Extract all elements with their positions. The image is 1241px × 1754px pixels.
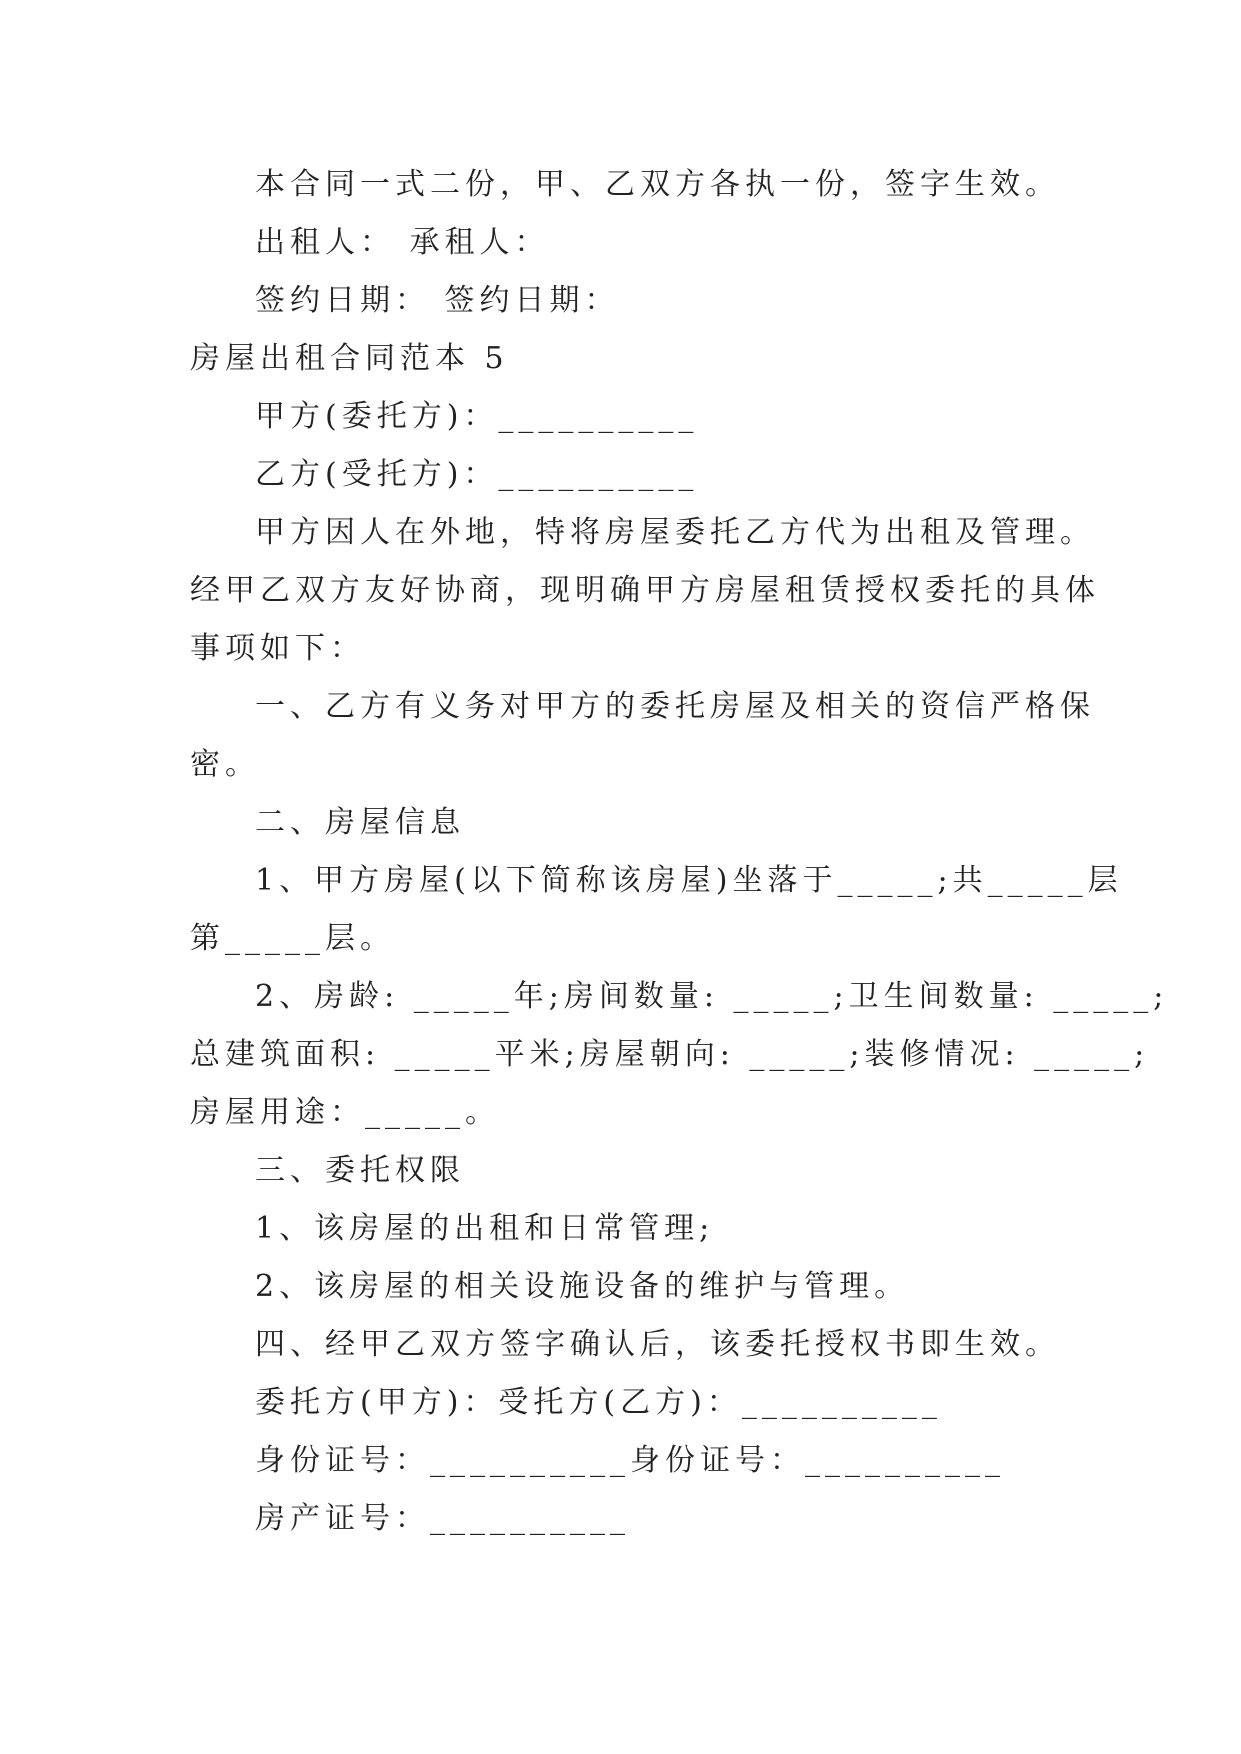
house-location-cont: 第_____层。 (190, 921, 395, 956)
paragraph-entrust-end: 事项如下： (190, 631, 365, 666)
signature-parties: 委托方(甲方)：受托方(乙方)：__________ (255, 1385, 942, 1420)
authority-2: 2、该房屋的相关设施设备的维护与管理。 (255, 1269, 910, 1304)
property-cert-number: 房产证号：__________ (255, 1501, 630, 1536)
clause-1: 一、乙方有义务对甲方的委托房屋及相关的资信严格保 (255, 689, 1095, 724)
section-title: 房屋出租合同范本 5 (190, 341, 509, 376)
clause-4: 四、经甲乙双方签字确认后，该委托授权书即生效。 (255, 1327, 1060, 1362)
paragraph-copies: 本合同一式二份，甲、乙双方各执一份，签字生效。 (255, 167, 1060, 202)
paragraph-entrust-cont: 经甲乙双方友好协商，现明确甲方房屋租赁授权委托的具体 (190, 573, 1100, 608)
house-location: 1、甲方房屋(以下简称该房屋)坐落于_____;共_____层 (255, 863, 1123, 898)
house-usage: 房屋用途：_____。 (190, 1095, 500, 1130)
clause-2-heading: 二、房屋信息 (255, 805, 465, 840)
paragraph-lessor-lessee: 出租人： 承租人： (255, 225, 550, 260)
id-numbers: 身份证号：__________身份证号：__________ (255, 1443, 1005, 1478)
clause-1-cont: 密。 (190, 747, 260, 782)
authority-1: 1、该房屋的出租和日常管理; (255, 1211, 715, 1246)
house-details: 2、房龄: _____年;房间数量: _____;卫生间数量: _____; (255, 979, 1169, 1014)
paragraph-entrust: 甲方因人在外地，特将房屋委托乙方代为出租及管理。 (255, 515, 1095, 550)
party-b-line: 乙方(受托方)：__________ (255, 457, 699, 492)
house-details-cont: 总建筑面积: _____平米;房屋朝向: _____;装修情况: _____; (190, 1037, 1150, 1072)
paragraph-sign-dates: 签约日期： 签约日期： (255, 283, 620, 318)
clause-3-heading: 三、委托权限 (255, 1153, 465, 1188)
party-a-line: 甲方(委托方)：__________ (255, 399, 699, 434)
